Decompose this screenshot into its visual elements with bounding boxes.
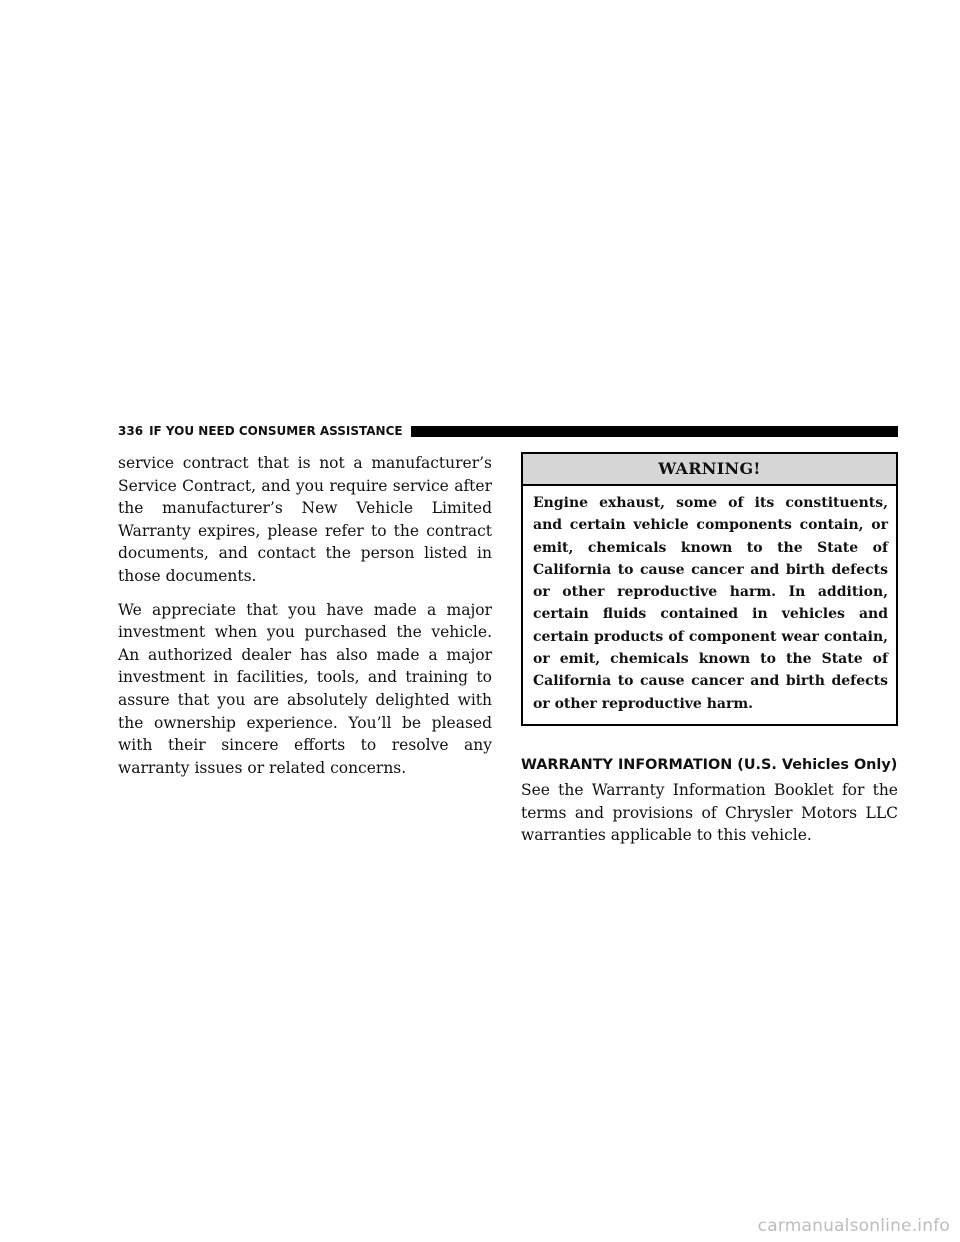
warranty-paragraph: See the Warranty Information Booklet for the terms and provisions of Chrysler Motors LLC warranties applicable to this vehicle. (521, 780, 898, 845)
left-column (118, 452, 492, 790)
right-column (521, 452, 898, 847)
page-header (118, 420, 898, 442)
warning-box (521, 452, 898, 726)
section-title: IF YOU NEED CONSUMER ASSISTANCE (149, 424, 403, 438)
page-number: 336 (118, 424, 144, 438)
warranty-heading: WARRANTY INFORMATION (U.S. Vehicles Only) (521, 756, 898, 773)
paragraph-dealer-investment: We appreciate that you have made a major investment when you purchased the vehicle. An authorized dealer has also made a major investment in facilities, tools, and training to assure that you are absolutely delighted with the ownership experience. You’ll be pleased with their sincere efforts to resolve any warranty issues or related concerns. (118, 600, 492, 777)
warning-body: Engine exhaust, some of its constituents, and certain vehicle components contain, or emit, chemicals known to the State of California to cause cancer and birth defects or other reproductive harm. In addition, certain fluids contained in vehicles and certain products of component wear contain, or emit, chemicals known to the State of California to cause cancer and birth defects or other reproductive harm. (533, 495, 888, 712)
warning-title: WARNING! (523, 454, 896, 486)
watermark-text: carmanualsonline.info (757, 1216, 950, 1236)
header-rule-bar (411, 426, 898, 437)
paragraph-service-contract: service contract that is not a manufacturer’s Service Contract, and you require service after the manufacturer’s New Vehicle Limited Warranty expires, please refer to the contract documents, and contact the person listed in those documents. (118, 454, 492, 585)
